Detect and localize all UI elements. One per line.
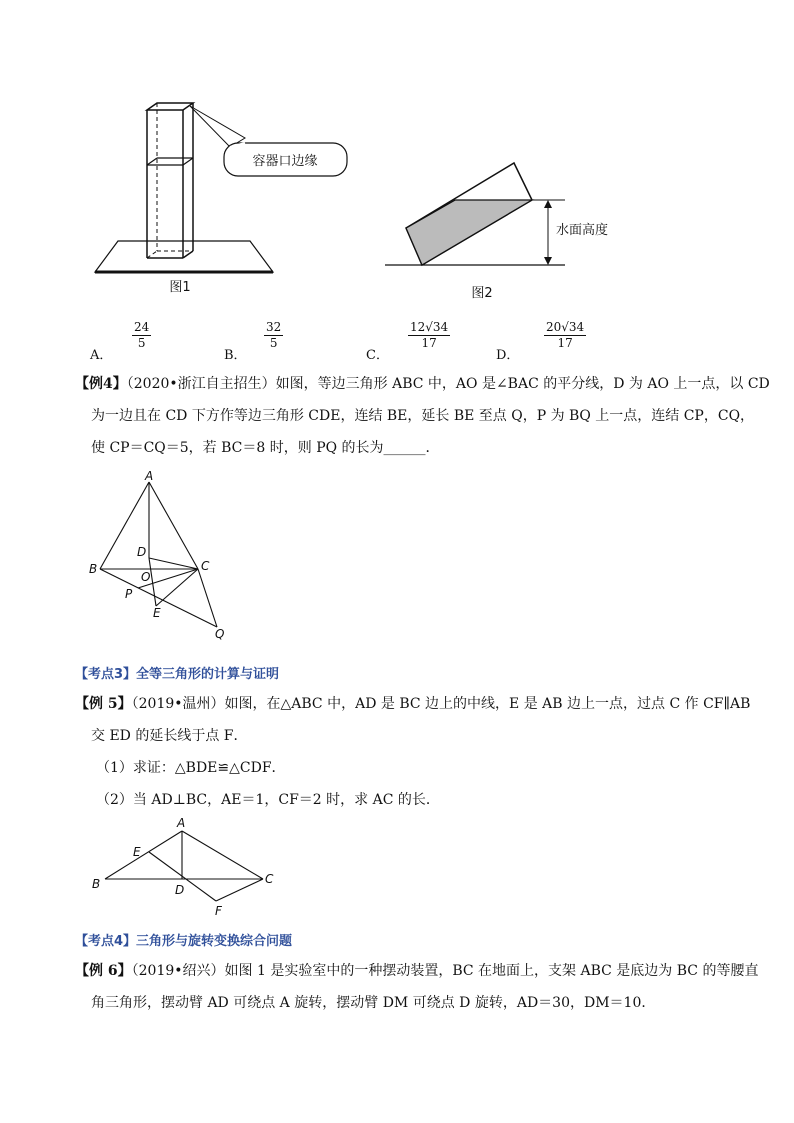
example5-tag: 【例 5】: [75, 696, 132, 712]
example4-tag: 【例4】: [75, 376, 127, 392]
denominator: 5: [269, 336, 278, 350]
fraction: [544, 320, 586, 351]
figure-2-tilted: [385, 163, 565, 265]
fig1-caption: 图1: [169, 280, 191, 295]
container-figures: [0, 0, 794, 310]
fraction: [264, 320, 283, 351]
example6-text: （2019•绍兴）如图 1 是实验室中的一种摆动装置，BC 在地面上，支架 ABC 是底边为 BC 的等腰直: [131, 963, 759, 979]
figure-1-container: [95, 103, 273, 272]
example6-line1: [75, 961, 758, 981]
choice-letter: C．: [366, 348, 389, 363]
example6-line2: 角三角形，摆动臂 AD 可绕点 A 旋转，摆动臂 DM 可绕点 D 旋转，AD＝30，DM＝10．: [91, 995, 656, 1011]
example6-tag: 【例 6】: [75, 963, 132, 979]
example5-figure: [85, 815, 285, 920]
example5-line2: 交 ED 的延长线于点 F．: [91, 728, 248, 744]
example4-figure: [80, 470, 260, 645]
example5-q1: （1）求证：△BDE≌△CDF．: [96, 760, 286, 776]
choice-letter: A．: [90, 348, 113, 363]
answer-choices: [90, 320, 650, 363]
fraction: [408, 320, 450, 351]
label-o: O: [141, 570, 151, 584]
label-e: E: [153, 606, 161, 620]
example4-line2: 为一边且在 CD 下方作等边三角形 CDE，连结 BE，延长 BE 至点 Q，P 为 BQ 上一点，连结 CP，CQ，: [91, 408, 755, 424]
label-a: A: [177, 816, 186, 830]
numerator: 24: [134, 320, 150, 334]
kp3-heading: 【考点3】全等三角形的计算与证明: [75, 667, 280, 682]
choice-letter: D．: [496, 348, 520, 363]
choice-letter: B．: [224, 348, 247, 363]
fig2-caption: 图2: [471, 286, 493, 301]
label-b: B: [92, 877, 101, 891]
callout-label: 容器口边缘: [252, 154, 318, 169]
label-q: Q: [215, 627, 225, 641]
kp4-heading: 【考点4】三角形与旋转变换综合问题: [75, 934, 293, 949]
label-e: E: [133, 845, 141, 859]
numerator: 32: [266, 320, 282, 334]
label-a: A: [145, 470, 154, 483]
water-height-label: 水面高度: [556, 223, 609, 238]
numerator: 20√34: [546, 320, 585, 334]
fraction: [132, 320, 151, 351]
denominator: 17: [421, 336, 437, 350]
numerator: 12√34: [410, 320, 449, 334]
label-d: D: [175, 883, 185, 897]
label-c: C: [265, 872, 274, 886]
label-d: D: [137, 545, 147, 559]
label-b: B: [89, 562, 98, 576]
example5-line1: [75, 694, 750, 714]
example5-text: （2019•温州）如图，在△ABC 中，AD 是 BC 边上的中线，E 是 AB 边上一点，过点 C 作 CF∥AB: [131, 696, 751, 712]
denominator: 17: [557, 336, 573, 350]
label-p: P: [125, 587, 133, 601]
example4-line3: 使 CP＝CQ＝5，若 BC＝8 时，则 PQ 的长为______．: [91, 440, 440, 456]
label-c: C: [201, 559, 210, 573]
denominator: 5: [137, 336, 146, 350]
example4-text: （2020•浙江自主招生）如图，等边三角形 ABC 中，AO 是∠BAC 的平分线，D 为 AO 上一点，以 CD: [126, 376, 770, 392]
example4-line1: [75, 374, 770, 394]
example5-q2: （2）当 AD⊥BC，AE＝1，CF＝2 时，求 AC 的长．: [96, 792, 440, 808]
label-f: F: [215, 904, 222, 918]
